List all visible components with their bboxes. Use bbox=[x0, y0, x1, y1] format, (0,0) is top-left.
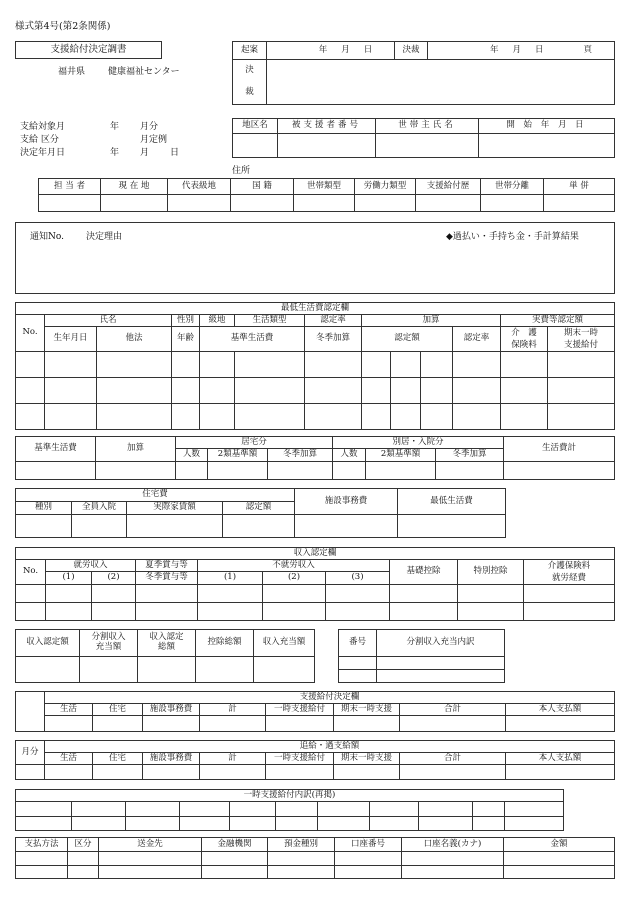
table-header-cell: 支援給付歴 bbox=[416, 179, 481, 195]
table-input-cell[interactable] bbox=[16, 515, 72, 538]
table-header-cell: 代表級地 bbox=[168, 179, 231, 195]
table-header-cell: 本人支払額 bbox=[506, 704, 615, 716]
table-input-cell[interactable] bbox=[268, 852, 335, 866]
table-header-cell: 口座名義(カナ) bbox=[402, 838, 504, 852]
payment-table bbox=[15, 837, 615, 879]
table-header-cell: 単 併 bbox=[544, 179, 615, 195]
table-header-cell: 収入認定 総額 bbox=[138, 630, 196, 657]
table-input-cell[interactable] bbox=[16, 692, 45, 732]
table-input-cell[interactable] bbox=[231, 195, 294, 212]
table-input-cell[interactable] bbox=[263, 585, 326, 603]
table-input-cell[interactable] bbox=[180, 817, 230, 831]
table-input-cell[interactable] bbox=[45, 404, 97, 430]
kessai-label: 決裁 bbox=[395, 42, 428, 60]
table-header-cell: 特別控除 bbox=[458, 560, 524, 585]
table-header-cell: 住宅費 bbox=[16, 489, 295, 502]
table-header-cell: 住宅 bbox=[93, 753, 143, 765]
office-pref: 福井県 bbox=[58, 67, 86, 77]
table-header-cell: 基準生活費 bbox=[16, 437, 96, 462]
table-input-cell[interactable] bbox=[501, 378, 548, 404]
table-input-cell[interactable] bbox=[391, 378, 421, 404]
table-header-cell: 控除総額 bbox=[196, 630, 254, 657]
table-input-cell[interactable] bbox=[101, 195, 168, 212]
table-input-cell[interactable] bbox=[230, 817, 276, 831]
table-header-cell: 金額 bbox=[504, 838, 615, 852]
table-input-cell[interactable] bbox=[268, 462, 333, 480]
table-header-cell: 氏名 bbox=[45, 315, 172, 327]
table-input-cell[interactable] bbox=[235, 378, 305, 404]
table-input-cell[interactable] bbox=[335, 866, 402, 879]
table-header-cell: 預金種別 bbox=[268, 838, 335, 852]
table-header-cell: 月分 bbox=[16, 741, 45, 765]
table-header-cell: 世帯類型 bbox=[294, 179, 355, 195]
table-input-cell[interactable] bbox=[143, 716, 200, 732]
table-header-cell: (1) bbox=[198, 571, 263, 584]
table-header-cell: 施設事務費 bbox=[143, 753, 200, 765]
table-input-cell[interactable] bbox=[335, 852, 402, 866]
table-header-cell: 冬季賞与等 bbox=[136, 571, 198, 584]
table-header-cell: 収入認定額 bbox=[16, 630, 80, 657]
table-input-cell[interactable] bbox=[176, 462, 208, 480]
table-input-cell[interactable] bbox=[198, 585, 263, 603]
table-input-cell[interactable] bbox=[266, 765, 334, 780]
table-header-cell: 加算 bbox=[96, 437, 176, 462]
table-input-cell[interactable] bbox=[479, 134, 615, 158]
table-header-cell: 期末一時 支援給付 bbox=[548, 327, 615, 352]
table-input-cell[interactable] bbox=[505, 817, 564, 831]
table-header-cell: 番号 bbox=[339, 630, 377, 657]
table-header-cell: 期末一時支援 bbox=[334, 753, 400, 765]
table-input-cell[interactable] bbox=[398, 515, 506, 538]
table-input-cell[interactable] bbox=[453, 378, 501, 404]
table-header-cell: 住宅 bbox=[93, 704, 143, 716]
table-input-cell[interactable] bbox=[400, 765, 506, 780]
table-input-cell[interactable] bbox=[506, 765, 615, 780]
table-input-cell[interactable] bbox=[208, 462, 268, 480]
form-number: 様式第4号(第2条関係) bbox=[15, 21, 111, 32]
table-input-cell[interactable] bbox=[180, 802, 230, 817]
table-input-cell[interactable] bbox=[266, 716, 334, 732]
table-input-cell[interactable] bbox=[99, 866, 202, 879]
table-input-cell[interactable] bbox=[92, 585, 136, 603]
table-header-cell: 本人支払額 bbox=[506, 753, 615, 765]
income-table bbox=[15, 547, 615, 621]
table-input-cell[interactable] bbox=[223, 515, 295, 538]
table-header-cell: 夏季賞与等 bbox=[136, 560, 198, 572]
table-header-cell: 年齢 bbox=[172, 327, 200, 352]
table-input-cell[interactable] bbox=[501, 404, 548, 430]
table-input-cell[interactable] bbox=[233, 134, 278, 158]
table-input-cell[interactable] bbox=[16, 802, 72, 817]
table-header-cell: 分割収入充当内訳 bbox=[377, 630, 505, 657]
table-header-cell: 一時支援給付 bbox=[266, 704, 334, 716]
table-header-cell: 合計 bbox=[400, 704, 506, 716]
table-input-cell[interactable] bbox=[305, 378, 362, 404]
table-header-cell: 生活 bbox=[45, 704, 93, 716]
table-input-cell[interactable] bbox=[136, 585, 198, 603]
table-input-cell[interactable] bbox=[548, 404, 615, 430]
table-input-cell[interactable] bbox=[45, 378, 97, 404]
table-header-cell: 一時支援給付 bbox=[266, 753, 334, 765]
table-input-cell[interactable] bbox=[16, 657, 80, 683]
table-input-cell[interactable] bbox=[421, 378, 453, 404]
table-input-cell[interactable] bbox=[45, 765, 93, 780]
table-input-cell[interactable] bbox=[16, 378, 45, 404]
table-input-cell[interactable] bbox=[390, 603, 458, 621]
table-input-cell[interactable] bbox=[80, 657, 138, 683]
housing-table bbox=[15, 488, 506, 538]
table-input-cell[interactable] bbox=[362, 352, 391, 378]
table-header-cell: 合計 bbox=[400, 753, 506, 765]
table-input-cell[interactable] bbox=[138, 657, 196, 683]
table-input-cell[interactable] bbox=[168, 195, 231, 212]
table-header-cell: 人数 bbox=[333, 449, 366, 462]
table-input-cell[interactable] bbox=[99, 852, 202, 866]
kessai-vertical: 決 裁 bbox=[233, 60, 267, 105]
table-header-cell: 送金先 bbox=[99, 838, 202, 852]
table-input-cell[interactable] bbox=[506, 716, 615, 732]
table-input-cell[interactable] bbox=[524, 603, 615, 621]
table-header-cell: 認定額 bbox=[362, 327, 453, 352]
table-input-cell[interactable] bbox=[202, 852, 268, 866]
table-input-cell[interactable] bbox=[276, 802, 318, 817]
table-input-cell[interactable] bbox=[202, 866, 268, 879]
table-input-cell[interactable] bbox=[200, 404, 235, 430]
table-input-cell[interactable] bbox=[400, 716, 506, 732]
address-label: 住所 bbox=[232, 166, 251, 176]
table-input-cell[interactable] bbox=[127, 515, 223, 538]
table-input-cell[interactable] bbox=[453, 352, 501, 378]
form-title: 支援給付決定調書 bbox=[50, 44, 127, 55]
table-input-cell[interactable] bbox=[97, 352, 172, 378]
table-header-cell: 担 当 者 bbox=[39, 179, 101, 195]
additional-table bbox=[15, 740, 615, 780]
table-input-cell[interactable] bbox=[16, 817, 72, 831]
table-input-cell[interactable] bbox=[294, 195, 355, 212]
table-input-cell[interactable] bbox=[276, 817, 318, 831]
table-header-cell: 生活 bbox=[45, 753, 93, 765]
table-input-cell[interactable] bbox=[458, 603, 524, 621]
table-input-cell[interactable] bbox=[421, 404, 453, 430]
table-input-cell[interactable] bbox=[318, 802, 370, 817]
table-input-cell[interactable] bbox=[16, 352, 45, 378]
table-header-cell: 収入充当額 bbox=[254, 630, 315, 657]
living-total-table bbox=[15, 436, 615, 480]
table-header-cell: 介 護 保険料 bbox=[501, 327, 548, 352]
table-input-cell[interactable] bbox=[263, 603, 326, 621]
table-input-cell[interactable] bbox=[377, 657, 505, 670]
table-input-cell[interactable] bbox=[198, 603, 263, 621]
table-input-cell[interactable] bbox=[421, 352, 453, 378]
table-header-cell: 区分 bbox=[68, 838, 99, 852]
table-input-cell[interactable] bbox=[377, 670, 505, 683]
table-header-cell: 人数 bbox=[176, 449, 208, 462]
table-input-cell[interactable] bbox=[93, 765, 143, 780]
table-input-cell[interactable] bbox=[402, 866, 504, 879]
table-input-cell[interactable] bbox=[68, 866, 99, 879]
table-input-cell[interactable] bbox=[362, 378, 391, 404]
table-input-cell[interactable] bbox=[72, 515, 127, 538]
kian-label: 起案 bbox=[233, 42, 267, 60]
approval-table bbox=[232, 41, 615, 105]
table-header-cell: 世帯分離 bbox=[481, 179, 544, 195]
table-input-cell[interactable] bbox=[200, 352, 235, 378]
table-input-cell[interactable] bbox=[362, 404, 391, 430]
table-input-cell[interactable] bbox=[235, 404, 305, 430]
office-center: 健康福祉センター bbox=[108, 67, 180, 77]
table-input-cell[interactable] bbox=[473, 817, 505, 831]
table-header-cell: 最低生活費認定欄 bbox=[16, 303, 615, 315]
table-input-cell[interactable] bbox=[504, 462, 615, 480]
table-input-cell[interactable] bbox=[481, 195, 544, 212]
table-input-cell[interactable] bbox=[97, 404, 172, 430]
table-input-cell[interactable] bbox=[453, 404, 501, 430]
table-header-cell: 開 始 年 月 日 bbox=[479, 119, 615, 134]
table-input-cell[interactable] bbox=[97, 378, 172, 404]
table-header-cell: 冬季加算 bbox=[305, 327, 362, 352]
table-header-cell: 生活類型 bbox=[235, 315, 305, 327]
district-table bbox=[232, 118, 615, 158]
table-header-cell: 2類基準額 bbox=[366, 449, 436, 462]
table-header-cell: 不就労収入 bbox=[198, 560, 390, 572]
table-input-cell[interactable] bbox=[39, 195, 101, 212]
table-header-cell: No. bbox=[16, 560, 46, 585]
table-header-cell: 追給・過支給額 bbox=[45, 741, 615, 753]
table-header-cell: 支払方法 bbox=[16, 838, 68, 852]
table-header-cell: 認定率 bbox=[453, 327, 501, 352]
table-input-cell[interactable] bbox=[544, 195, 615, 212]
table-header-cell: 施設事務費 bbox=[143, 704, 200, 716]
table-input-cell[interactable] bbox=[16, 866, 68, 879]
table-input-cell[interactable] bbox=[172, 404, 200, 430]
subject-info: 支給対象月 年 月分 支給 区分 月定例 決定年月日 年 月 日 bbox=[20, 122, 180, 158]
table-header-cell: 種別 bbox=[16, 502, 72, 515]
table-input-cell[interactable] bbox=[268, 866, 335, 879]
table-input-cell[interactable] bbox=[473, 802, 505, 817]
table-input-cell[interactable] bbox=[376, 134, 479, 158]
table-header-cell: No. bbox=[16, 315, 45, 352]
table-header-cell: (1) bbox=[46, 571, 92, 584]
table-input-cell[interactable] bbox=[524, 585, 615, 603]
table-header-cell: 地区名 bbox=[233, 119, 278, 134]
table-header-cell: 施設事務費 bbox=[295, 489, 398, 515]
table-input-cell[interactable] bbox=[16, 462, 96, 480]
table-header-cell: 生年月日 bbox=[45, 327, 97, 352]
min-cost-table bbox=[15, 302, 615, 430]
table-input-cell[interactable] bbox=[72, 817, 126, 831]
table-header-cell: 一時支援給付内訳(再掲) bbox=[16, 790, 564, 802]
table-header-cell: 国 籍 bbox=[231, 179, 294, 195]
table-input-cell[interactable] bbox=[92, 603, 136, 621]
table-input-cell[interactable] bbox=[458, 585, 524, 603]
table-input-cell[interactable] bbox=[278, 134, 376, 158]
table-input-cell[interactable] bbox=[339, 670, 377, 683]
table-input-cell[interactable] bbox=[45, 352, 97, 378]
table-input-cell[interactable] bbox=[16, 404, 45, 430]
notice-box[interactable]: 通知No. 決定理由 ◆過払い・手持ち金・手計算結果 bbox=[15, 222, 615, 294]
table-input-cell[interactable] bbox=[126, 802, 180, 817]
table-input-cell[interactable] bbox=[548, 378, 615, 404]
table-input-cell[interactable] bbox=[334, 765, 400, 780]
table-input-cell[interactable] bbox=[68, 852, 99, 866]
table-input-cell[interactable] bbox=[136, 603, 198, 621]
table-header-cell: 基礎控除 bbox=[390, 560, 458, 585]
table-input-cell[interactable] bbox=[370, 817, 419, 831]
table-input-cell[interactable] bbox=[16, 585, 46, 603]
table-input-cell[interactable] bbox=[326, 585, 390, 603]
table-input-cell[interactable] bbox=[16, 603, 46, 621]
table-input-cell[interactable] bbox=[402, 852, 504, 866]
table-input-cell[interactable] bbox=[391, 352, 421, 378]
table-header-cell: 性別 bbox=[172, 315, 200, 327]
kessai-date[interactable]: 年 月 日 頁 bbox=[428, 42, 615, 60]
table-header-cell: (3) bbox=[326, 571, 390, 584]
table-input-cell[interactable] bbox=[419, 817, 473, 831]
split-income-table bbox=[338, 629, 505, 683]
table-input-cell[interactable] bbox=[172, 352, 200, 378]
table-header-cell: 認定額 bbox=[223, 502, 295, 515]
table-input-cell[interactable] bbox=[16, 765, 45, 780]
table-input-cell[interactable] bbox=[200, 765, 266, 780]
income-summary-table bbox=[15, 629, 315, 683]
table-header-cell: 口座番号 bbox=[335, 838, 402, 852]
table-header-cell: 被支援者番号 bbox=[278, 119, 376, 134]
table-header-cell: 冬季加算 bbox=[268, 449, 333, 462]
table-input-cell[interactable] bbox=[548, 352, 615, 378]
table-input-cell[interactable] bbox=[339, 657, 377, 670]
table-input-cell[interactable] bbox=[355, 195, 416, 212]
form-title-box bbox=[15, 41, 162, 59]
table-input-cell[interactable] bbox=[501, 352, 548, 378]
table-input-cell[interactable] bbox=[326, 603, 390, 621]
table-input-cell[interactable] bbox=[46, 603, 92, 621]
kian-date[interactable]: 年 月 日 bbox=[267, 42, 395, 60]
table-header-cell: 支援給付決定欄 bbox=[45, 692, 615, 704]
table-input-cell[interactable] bbox=[200, 716, 266, 732]
table-input-cell[interactable] bbox=[230, 802, 276, 817]
table-header-cell: 別居・入院分 bbox=[333, 437, 504, 449]
table-header-cell: 計 bbox=[200, 704, 266, 716]
table-header-cell: 分割収入 充当額 bbox=[80, 630, 138, 657]
table-input-cell[interactable] bbox=[318, 817, 370, 831]
table-input-cell[interactable] bbox=[504, 852, 615, 866]
table-input-cell[interactable] bbox=[93, 716, 143, 732]
table-input-cell[interactable] bbox=[419, 802, 473, 817]
table-header-cell: 金融機関 bbox=[202, 838, 268, 852]
table-input-cell[interactable] bbox=[505, 802, 564, 817]
table-input-cell[interactable] bbox=[45, 716, 93, 732]
table-input-cell[interactable] bbox=[305, 404, 362, 430]
table-header-cell: 加算 bbox=[362, 315, 501, 327]
table-header-cell: (2) bbox=[263, 571, 326, 584]
table-header-cell: 認定率 bbox=[305, 315, 362, 327]
table-input-cell[interactable] bbox=[143, 765, 200, 780]
table-header-cell: 基準生活費 bbox=[200, 327, 305, 352]
table-header-cell: 級地 bbox=[200, 315, 235, 327]
table-header-cell: 実際家賃額 bbox=[127, 502, 223, 515]
table-header-cell: 生活費計 bbox=[504, 437, 615, 462]
table-input-cell[interactable] bbox=[72, 802, 126, 817]
table-header-cell: 期末一時支援 bbox=[334, 704, 400, 716]
table-input-cell[interactable] bbox=[391, 404, 421, 430]
table-header-cell: 全員入院 bbox=[72, 502, 127, 515]
table-input-cell[interactable] bbox=[305, 352, 362, 378]
table-input-cell[interactable] bbox=[172, 378, 200, 404]
table-input-cell[interactable] bbox=[254, 657, 315, 683]
table-input-cell[interactable] bbox=[126, 817, 180, 831]
table-header-cell: 2類基準額 bbox=[208, 449, 268, 462]
table-header-cell: (2) bbox=[92, 571, 136, 584]
table-header-cell: 収入認定欄 bbox=[16, 548, 615, 560]
table-input-cell[interactable] bbox=[333, 462, 366, 480]
stamp-area[interactable] bbox=[267, 60, 615, 105]
staff-table bbox=[38, 178, 615, 212]
table-header-cell: 最低生活費 bbox=[398, 489, 506, 515]
table-header-cell: 実費等認定額 bbox=[501, 315, 615, 327]
table-header-cell: 居宅分 bbox=[176, 437, 333, 449]
table-input-cell[interactable] bbox=[366, 462, 436, 480]
table-header-cell: 労働力類型 bbox=[355, 179, 416, 195]
table-input-cell[interactable] bbox=[200, 378, 235, 404]
table-input-cell[interactable] bbox=[334, 716, 400, 732]
table-input-cell[interactable] bbox=[390, 585, 458, 603]
table-input-cell[interactable] bbox=[436, 462, 504, 480]
table-input-cell[interactable] bbox=[96, 462, 176, 480]
table-input-cell[interactable] bbox=[504, 866, 615, 879]
table-input-cell[interactable] bbox=[196, 657, 254, 683]
table-input-cell[interactable] bbox=[235, 352, 305, 378]
table-input-cell[interactable] bbox=[46, 585, 92, 603]
table-header-cell: 冬季加算 bbox=[436, 449, 504, 462]
table-input-cell[interactable] bbox=[416, 195, 481, 212]
decision-table bbox=[15, 691, 615, 732]
table-input-cell[interactable] bbox=[295, 515, 398, 538]
table-header-cell: 他法 bbox=[97, 327, 172, 352]
temp-support-table bbox=[15, 789, 564, 831]
table-header-cell: 現 在 地 bbox=[101, 179, 168, 195]
table-header-cell: 就労収入 bbox=[46, 560, 136, 572]
table-header-cell: 介護保険料 就労経費 bbox=[524, 560, 615, 585]
table-input-cell[interactable] bbox=[370, 802, 419, 817]
table-input-cell[interactable] bbox=[16, 852, 68, 866]
table-header-cell: 世帯主氏名 bbox=[376, 119, 479, 134]
table-header-cell: 計 bbox=[200, 753, 266, 765]
